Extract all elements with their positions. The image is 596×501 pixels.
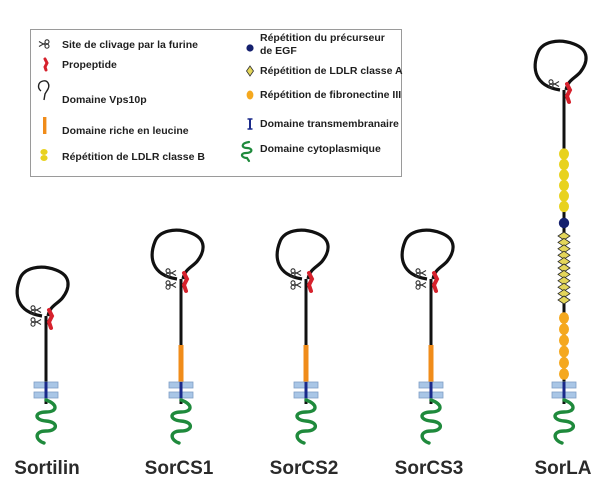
coil-icon [242, 142, 251, 161]
legend-label-fn3: Répétition de fibronectine III [260, 89, 402, 101]
legend-label-propeptide: Propeptide [62, 59, 117, 71]
propeptide [309, 273, 312, 291]
receptor-1 [152, 230, 203, 443]
scissors-icon [416, 281, 426, 289]
receptor-4 [535, 41, 586, 443]
legend-label-cyto: Domaine cytoplasmique [260, 143, 381, 155]
fibronectin-repeat [559, 368, 569, 380]
tm-icon [248, 119, 253, 129]
scissors-icon [291, 281, 301, 289]
receptor-3 [402, 230, 453, 443]
legend-label-furin: Site de clivage par la furine [62, 39, 198, 51]
ldlr-b-repeat [559, 201, 569, 212]
scissors-icon [31, 318, 41, 326]
orange-bar-icon [43, 117, 46, 134]
legend-label-egf-line1: Répétition du précurseur [260, 32, 385, 44]
fibronectin-repeat [559, 335, 569, 347]
vps10p-loop [402, 230, 453, 279]
legend-label-egf-line2: de EGF [260, 45, 297, 57]
yellow-beads-icon [40, 149, 47, 161]
ldlr-b-repeat [559, 159, 569, 170]
fibronectin-repeat [559, 312, 569, 324]
leucine-rich-domain [429, 345, 434, 382]
fibronectin-repeat [559, 323, 569, 335]
ldlr-b-repeat [559, 169, 569, 180]
cytoplasmic-domain [422, 400, 440, 443]
receptor-label-sorcs1: SorCS1 [144, 458, 214, 479]
diamond-icon [247, 66, 254, 76]
legend [30, 29, 402, 177]
receptor-label-sorcs3: SorCS3 [394, 458, 464, 479]
vps10p-loop [152, 230, 203, 279]
propeptide [434, 273, 437, 291]
fibronectin-repeat [559, 357, 569, 369]
receptor-2 [277, 230, 328, 443]
cytoplasmic-domain [37, 400, 55, 443]
propeptide [184, 273, 187, 291]
legend-label-tm: Domaine transmembranaire [260, 118, 399, 130]
legend-label-ldlra: Répétition de LDLR classe A [260, 65, 403, 77]
ldlr-b-repeat [559, 190, 569, 201]
cytoplasmic-domain [555, 400, 573, 443]
scissors-icon [166, 281, 176, 289]
propeptide [567, 84, 570, 102]
receptor-0 [17, 267, 68, 443]
cytoplasmic-domain [297, 400, 315, 443]
ldlr-b-repeat [559, 148, 569, 159]
egf-repeat [559, 218, 569, 228]
propeptide-icon [45, 59, 47, 70]
loop-icon [39, 81, 49, 100]
fibronectin-repeat [559, 346, 569, 358]
receptor-label-sorla: SorLA [534, 458, 592, 479]
navy-dot-icon [246, 44, 253, 51]
leucine-rich-domain [304, 345, 309, 382]
scissors-icon [39, 40, 49, 48]
vps10p-loop [535, 41, 586, 90]
orange-oval-icon [247, 91, 254, 100]
cytoplasmic-domain [172, 400, 190, 443]
leucine-rich-domain [179, 345, 184, 382]
vps10p-loop [277, 230, 328, 279]
legend-label-vps10p: Domaine Vps10p [62, 94, 147, 106]
legend-label-leucine: Domaine riche en leucine [62, 125, 189, 137]
vps10p-loop [17, 267, 68, 316]
legend-label-ldlrb: Répétition de LDLR classe B [62, 151, 205, 163]
receptor-label-sorcs2: SorCS2 [269, 458, 339, 479]
ldlr-a-repeat [558, 296, 570, 304]
ldlr-b-repeat [559, 180, 569, 191]
propeptide [49, 310, 52, 328]
receptor-label-sortilin: Sortilin [14, 458, 80, 479]
